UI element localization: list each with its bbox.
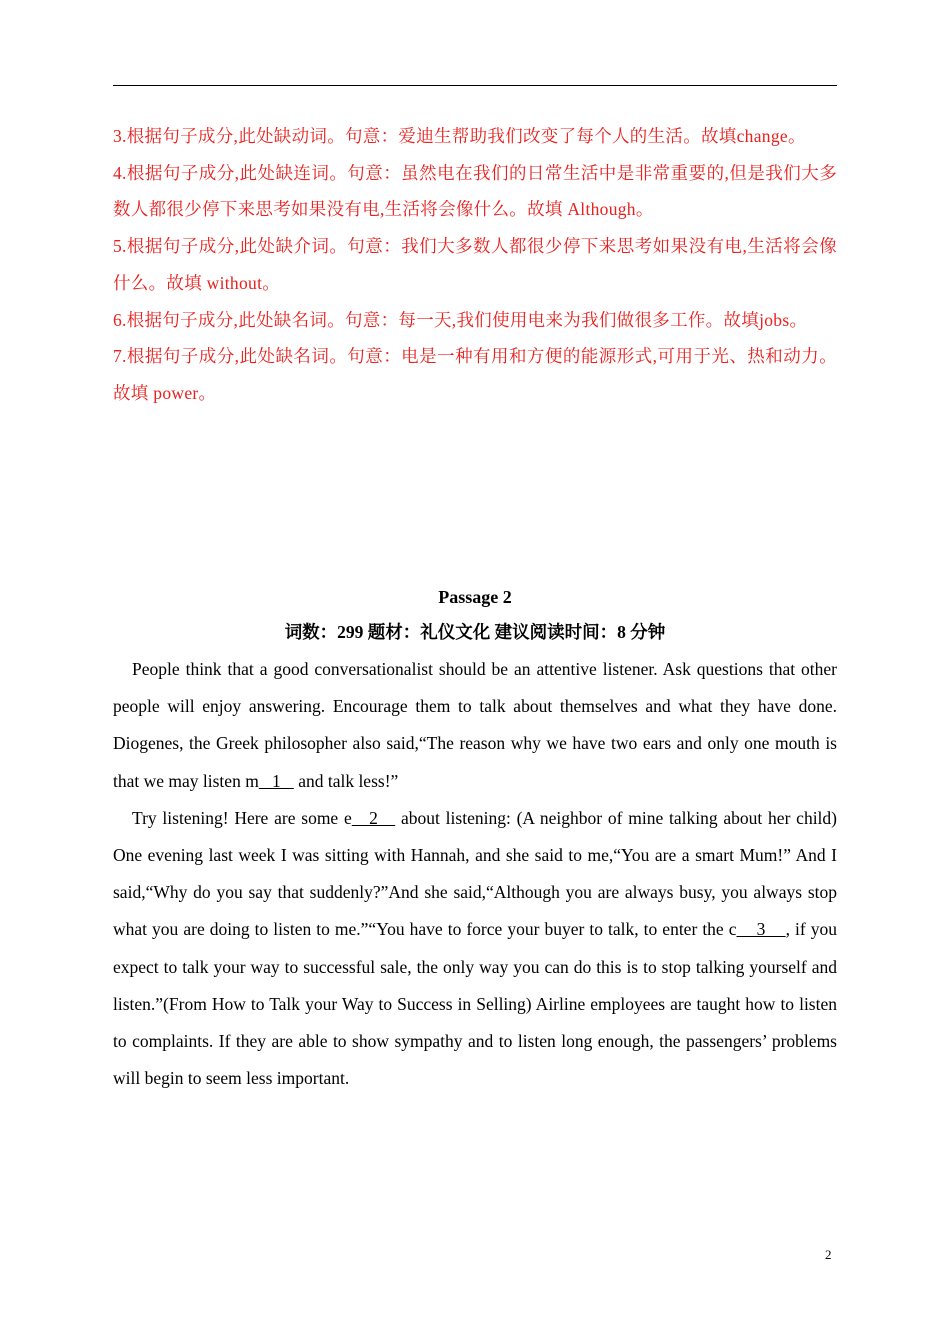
passage-meta: 词数：299 题材：礼仪文化 建议阅读时间：8 分钟: [284, 622, 666, 642]
passage-body: [113, 651, 837, 1097]
answer-explanations: [113, 118, 837, 412]
answer-item-3: 3.根据句子成分,此处缺动词。句意：爱迪生帮助我们改变了每个人的生活。故填change。: [113, 126, 806, 146]
paragraph-2-text-c: , if you expect to talk your way to successful sale, the only way you can do this is to stop talking yourself and listen.”(From How to Talk your Way to Success in Selling) Airline employees are taught how to listen to complaints. If they are able to show sympathy and to listen long enough, the passengers’ problems will begin to seem less important.: [113, 919, 837, 1089]
answer-item-7: 7.根据句子成分,此处缺名词。句意：电是一种有用和方便的能源形式,可用于光、热和动力。故填 power。: [113, 346, 837, 403]
paragraph-1-text-b: and talk less!”: [293, 770, 399, 791]
paragraph-2-text-b: about listening: (A neighbor of mine talking about her child) One evening last week I was sitting with Hannah, and she said to me,“You are a smart Mum!” And I said,“Why do you say that suddenly?”And she said,“Although you are always busy, you always stop what you are doing to listen to me.”“You have to force your buyer to talk, to enter the c: [113, 807, 838, 940]
blank-3: 3: [736, 919, 786, 940]
blank-1: 1: [258, 770, 294, 791]
answer-item-6: 6.根据句子成分,此处缺名词。句意：每一天,我们使用电来为我们做很多工作。故填jobs。: [113, 309, 808, 330]
answer-item-4: 4.根据句子成分,此处缺连词。句意：虽然电在我们的日常生活中是非常重要的,但是我们大多数人都很少停下来思考如果没有电,生活将会像什么。故填 Although。: [113, 162, 837, 220]
blank-2: 2: [351, 807, 396, 828]
paragraph-1-text-a: People think that a good conversationalist should be an attentive listener. Ask questions that other people will enjoy answering. Encourage them to talk about themselves and what they have done. Diogenes, the Greek philosopher also said,“The reason why we have two ears and only one mouth is that we may listen m: [113, 659, 837, 791]
paragraph-2: [113, 800, 837, 1098]
page-number: 2: [825, 1247, 832, 1262]
header-rule: [113, 85, 837, 86]
passage-title: Passage 2: [438, 587, 512, 607]
paragraph-1: [113, 651, 837, 800]
answer-item-5: 5.根据句子成分,此处缺介词。句意：我们大多数人都很少停下来思考如果没有电,生活将会像什么。故填 without。: [113, 236, 837, 293]
paragraph-2-text-a: Try listening! Here are some e: [132, 807, 352, 828]
